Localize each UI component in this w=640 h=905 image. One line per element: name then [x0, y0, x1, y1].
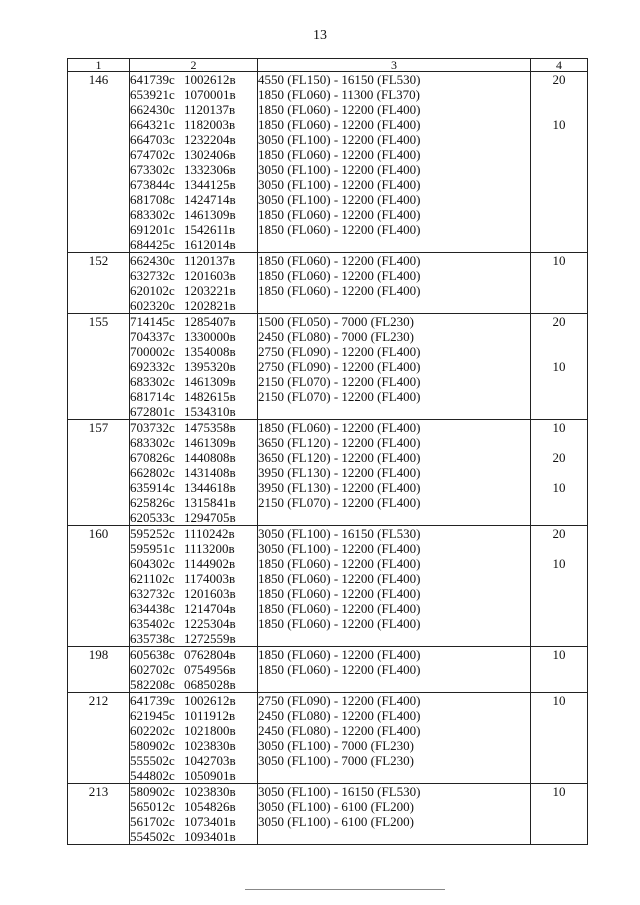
latitude: 664321с [130, 117, 175, 132]
latitude: 635402с [130, 616, 175, 631]
altitude-range: 1850 (FL060) - 12200 (FL400) [258, 253, 421, 268]
column-4-value: 10 [552, 420, 566, 435]
coordinate-line [130, 708, 257, 723]
latitude: 621102с [130, 571, 175, 586]
longitude: 1461309в [184, 207, 236, 222]
altitude-range: 1850 (FL060) - 12200 (FL400) [258, 601, 421, 616]
column-header-1: 1 [68, 59, 130, 72]
altitude-range: 1850 (FL060) - 12200 (FL400) [258, 147, 421, 162]
latitude: 703732с [130, 420, 175, 435]
altitude-range: 3950 (FL130) - 12200 (FL400) [258, 480, 421, 495]
altitude-cell [258, 526, 531, 647]
longitude: 1272559в [184, 631, 236, 646]
coordinate-line [130, 344, 257, 359]
longitude: 0754956в [184, 662, 236, 677]
longitude: 1285407в [184, 314, 236, 329]
zone-number: 198 [68, 647, 130, 693]
coordinate-line [130, 526, 257, 541]
coordinate-line [130, 177, 257, 192]
table-row [68, 526, 588, 647]
column-4-value [531, 344, 587, 359]
latitude: 595252с [130, 526, 175, 541]
coordinate-line [130, 631, 257, 646]
longitude: 1294705в [184, 510, 236, 525]
table-row [68, 420, 588, 526]
coordinate-line [130, 102, 257, 117]
coordinate-line [130, 677, 257, 692]
coordinate-line [130, 404, 257, 419]
latitude: 683302с [130, 374, 175, 389]
altitude-range: 3050 (FL100) - 12200 (FL400) [258, 132, 421, 147]
altitude-range: 3050 (FL100) - 12200 (FL400) [258, 177, 421, 192]
altitude-range: 3050 (FL100) - 7000 (FL230) [258, 753, 414, 768]
altitude-range: 1850 (FL060) - 12200 (FL400) [258, 102, 421, 117]
table-row [68, 72, 588, 253]
altitude-range: 2150 (FL070) - 12200 (FL400) [258, 495, 421, 510]
latitude: 664703с [130, 132, 175, 147]
altitude-range: 1850 (FL060) - 12200 (FL400) [258, 222, 421, 237]
longitude: 1201603в [184, 586, 236, 601]
latitude: 704337с [130, 329, 175, 344]
coordinate-line [130, 420, 257, 435]
column-header-2: 2 [130, 59, 258, 72]
latitude: 620102с [130, 283, 175, 298]
altitude-range: 1850 (FL060) - 12200 (FL400) [258, 662, 421, 677]
altitude-range: 1850 (FL060) - 12200 (FL400) [258, 647, 421, 662]
longitude: 1424714в [184, 192, 236, 207]
coordinates-cell [130, 420, 258, 526]
coordinate-line [130, 87, 257, 102]
altitude-cell [258, 72, 531, 253]
longitude: 1073401в [184, 814, 236, 829]
coordinate-line [130, 314, 257, 329]
altitude-range: 3050 (FL100) - 16150 (FL530) [258, 526, 421, 541]
coordinate-line [130, 329, 257, 344]
altitude-range: 3050 (FL100) - 6100 (FL200) [258, 814, 414, 829]
coordinates-cell [130, 314, 258, 420]
table-row [68, 647, 588, 693]
longitude: 1042703в [184, 753, 236, 768]
altitude-range: 2750 (FL090) - 12200 (FL400) [258, 344, 421, 359]
page-number: 13 [313, 28, 327, 43]
coordinate-line [130, 359, 257, 374]
column-4-value [531, 102, 587, 117]
longitude: 1344125в [184, 177, 236, 192]
coordinate-line [130, 283, 257, 298]
column-header-3: 3 [258, 59, 531, 72]
longitude: 1315841в [184, 495, 236, 510]
latitude: 635738с [130, 631, 175, 646]
altitude-cell [258, 253, 531, 314]
column-4-value: 20 [552, 526, 566, 541]
coordinate-line [130, 253, 257, 268]
latitude: 580902с [130, 784, 175, 799]
coordinate-line [130, 465, 257, 480]
zone-number: 146 [68, 72, 130, 253]
column-4-value: 20 [552, 314, 566, 329]
latitude: 670826с [130, 450, 175, 465]
altitude-range: 3050 (FL100) - 12200 (FL400) [258, 162, 421, 177]
coordinate-line [130, 586, 257, 601]
coordinate-line [130, 450, 257, 465]
latitude: 683302с [130, 207, 175, 222]
latitude: 662802с [130, 465, 175, 480]
altitude-range: 1850 (FL060) - 12200 (FL400) [258, 616, 421, 631]
longitude: 1174003в [184, 571, 236, 586]
coordinate-line [130, 389, 257, 404]
altitude-range: 1850 (FL060) - 12200 (FL400) [258, 556, 421, 571]
latitude: 662430с [130, 253, 175, 268]
latitude: 672801с [130, 404, 175, 419]
column-4-value [531, 465, 587, 480]
coordinates-cell [130, 253, 258, 314]
altitude-range: 1850 (FL060) - 12200 (FL400) [258, 268, 421, 283]
coordinate-line [130, 784, 257, 799]
altitude-range: 3050 (FL100) - 12200 (FL400) [258, 192, 421, 207]
coordinate-line [130, 753, 257, 768]
longitude: 1534310в [184, 404, 236, 419]
value-cell [531, 72, 588, 253]
latitude: 544802с [130, 768, 175, 783]
coordinate-line [130, 768, 257, 783]
altitude-cell [258, 784, 531, 845]
longitude: 1461309в [184, 435, 236, 450]
altitude-cell [258, 420, 531, 526]
longitude: 1182003в [184, 117, 236, 132]
longitude: 1201603в [184, 268, 236, 283]
longitude: 1330000в [184, 329, 236, 344]
latitude: 681714с [130, 389, 175, 404]
latitude: 691201с [130, 222, 175, 237]
coordinate-line [130, 616, 257, 631]
longitude: 1482615в [184, 389, 236, 404]
latitude: 632732с [130, 268, 175, 283]
zone-number: 155 [68, 314, 130, 420]
latitude: 714145с [130, 314, 175, 329]
latitude: 634438с [130, 601, 175, 616]
altitude-range: 2150 (FL070) - 12200 (FL400) [258, 389, 421, 404]
altitude-range: 3650 (FL120) - 12200 (FL400) [258, 435, 421, 450]
header-row [68, 59, 588, 72]
longitude: 1110242в [184, 526, 235, 541]
longitude: 1461309в [184, 374, 236, 389]
coordinate-line [130, 662, 257, 677]
latitude: 683302с [130, 435, 175, 450]
value-cell [531, 784, 588, 845]
longitude: 1002612в [184, 693, 236, 708]
latitude: 605638с [130, 647, 175, 662]
latitude: 700002с [130, 344, 175, 359]
altitude-range: 2750 (FL090) - 12200 (FL400) [258, 359, 421, 374]
altitude-range: 1850 (FL060) - 12200 (FL400) [258, 283, 421, 298]
longitude: 1023830в [184, 738, 236, 753]
column-4-value: 10 [552, 117, 566, 132]
latitude: 681708с [130, 192, 175, 207]
longitude: 1054826в [184, 799, 236, 814]
latitude: 632732с [130, 586, 175, 601]
altitude-range: 2450 (FL080) - 7000 (FL230) [258, 329, 414, 344]
longitude: 1070001в [184, 87, 236, 102]
latitude: 684425с [130, 237, 175, 252]
altitude-range: 1850 (FL060) - 12200 (FL400) [258, 586, 421, 601]
coordinate-line [130, 192, 257, 207]
table-row [68, 314, 588, 420]
longitude: 1354008в [184, 344, 236, 359]
altitude-range: 1850 (FL060) - 11300 (FL370) [258, 87, 421, 102]
longitude: 1431408в [184, 465, 236, 480]
table-row [68, 784, 588, 845]
table-body [68, 72, 588, 845]
latitude: 692332с [130, 359, 175, 374]
altitude-range: 1850 (FL060) - 12200 (FL400) [258, 571, 421, 586]
altitude-cell [258, 314, 531, 420]
coordinates-cell [130, 72, 258, 253]
altitude-range: 1850 (FL060) - 12200 (FL400) [258, 207, 421, 222]
bottom-rule [245, 889, 445, 890]
longitude: 1225304в [184, 616, 236, 631]
longitude: 1021800в [184, 723, 236, 738]
altitude-range: 3050 (FL100) - 7000 (FL230) [258, 738, 414, 753]
coordinate-line [130, 601, 257, 616]
coordinate-line [130, 162, 257, 177]
longitude: 1144902в [184, 556, 236, 571]
latitude: 582208с [130, 677, 175, 692]
coordinate-line [130, 693, 257, 708]
longitude: 1113200в [184, 541, 235, 556]
altitude-cell [258, 693, 531, 784]
coordinate-line [130, 147, 257, 162]
longitude: 0762804в [184, 647, 236, 662]
column-4-value: 20 [552, 450, 566, 465]
column-header-4: 4 [531, 59, 588, 72]
latitude: 641739с [130, 72, 175, 87]
value-cell [531, 314, 588, 420]
latitude: 673302с [130, 162, 175, 177]
zone-number: 160 [68, 526, 130, 647]
longitude: 1002612в [184, 72, 236, 87]
longitude: 1202821в [184, 298, 236, 313]
latitude: 625826с [130, 495, 175, 510]
zone-number: 213 [68, 784, 130, 845]
coordinates-cell [130, 647, 258, 693]
latitude: 674702с [130, 147, 175, 162]
coordinate-line [130, 480, 257, 495]
zone-number: 152 [68, 253, 130, 314]
altitude-range: 2150 (FL070) - 12200 (FL400) [258, 374, 421, 389]
longitude: 1120137в [184, 102, 236, 117]
column-4-value: 10 [552, 359, 566, 374]
coordinate-line [130, 495, 257, 510]
column-4-value: 10 [552, 693, 566, 708]
value-cell [531, 526, 588, 647]
latitude: 621945с [130, 708, 175, 723]
altitude-range: 3050 (FL100) - 6100 (FL200) [258, 799, 414, 814]
column-4-value: 10 [552, 556, 566, 571]
column-4-value: 20 [552, 72, 566, 87]
altitude-range: 1850 (FL060) - 12200 (FL400) [258, 117, 421, 132]
coordinate-line [130, 374, 257, 389]
latitude: 604302с [130, 556, 175, 571]
longitude: 1214704в [184, 601, 236, 616]
coordinates-cell [130, 784, 258, 845]
longitude: 1023830в [184, 784, 236, 799]
coordinate-line [130, 132, 257, 147]
latitude: 602202с [130, 723, 175, 738]
latitude: 554502с [130, 829, 175, 844]
airspace-table [67, 58, 588, 845]
column-4-value: 10 [552, 253, 566, 268]
latitude: 602702с [130, 662, 175, 677]
column-4-value [531, 541, 587, 556]
column-4-value [531, 87, 587, 102]
altitude-range: 3050 (FL100) - 12200 (FL400) [258, 541, 421, 556]
altitude-range: 3650 (FL120) - 12200 (FL400) [258, 450, 421, 465]
latitude: 635914с [130, 480, 175, 495]
longitude: 1475358в [184, 420, 236, 435]
altitude-range: 1850 (FL060) - 12200 (FL400) [258, 420, 421, 435]
longitude: 1203221в [184, 283, 236, 298]
zone-number: 212 [68, 693, 130, 784]
coordinate-line [130, 799, 257, 814]
coordinate-line [130, 738, 257, 753]
column-4-value [531, 329, 587, 344]
column-4-value [531, 435, 587, 450]
longitude: 1011912в [184, 708, 236, 723]
zone-number: 157 [68, 420, 130, 526]
latitude: 561702с [130, 814, 175, 829]
coordinates-cell [130, 526, 258, 647]
altitude-range: 3950 (FL130) - 12200 (FL400) [258, 465, 421, 480]
coordinate-line [130, 556, 257, 571]
table-row [68, 693, 588, 784]
latitude: 662430с [130, 102, 175, 117]
column-4-value: 10 [552, 647, 566, 662]
coordinate-line [130, 814, 257, 829]
coordinate-line [130, 237, 257, 252]
altitude-cell [258, 647, 531, 693]
value-cell [531, 253, 588, 314]
altitude-range: 3050 (FL100) - 16150 (FL530) [258, 784, 421, 799]
longitude: 1542611в [184, 222, 236, 237]
latitude: 602320с [130, 298, 175, 313]
altitude-range: 2450 (FL080) - 12200 (FL400) [258, 708, 421, 723]
longitude: 1232204в [184, 132, 236, 147]
latitude: 595951с [130, 541, 175, 556]
longitude: 1395320в [184, 359, 236, 374]
latitude: 673844с [130, 177, 175, 192]
longitude: 1440808в [184, 450, 236, 465]
table-row [68, 253, 588, 314]
coordinate-line [130, 571, 257, 586]
coordinate-line [130, 541, 257, 556]
longitude: 1093401в [184, 829, 236, 844]
value-cell [531, 420, 588, 526]
altitude-range: 2450 (FL080) - 12200 (FL400) [258, 723, 421, 738]
altitude-range: 1500 (FL050) - 7000 (FL230) [258, 314, 414, 329]
longitude: 1050901в [184, 768, 236, 783]
coordinate-line [130, 268, 257, 283]
value-cell [531, 693, 588, 784]
longitude: 1344618в [184, 480, 236, 495]
value-cell [531, 647, 588, 693]
coordinate-line [130, 435, 257, 450]
coordinate-line [130, 207, 257, 222]
altitude-range: 4550 (FL150) - 16150 (FL530) [258, 72, 421, 87]
coordinate-line [130, 298, 257, 313]
latitude: 580902с [130, 738, 175, 753]
longitude: 1612014в [184, 237, 236, 252]
column-4-value: 10 [552, 480, 566, 495]
latitude: 641739с [130, 693, 175, 708]
altitude-range: 2750 (FL090) - 12200 (FL400) [258, 693, 421, 708]
latitude: 653921с [130, 87, 175, 102]
latitude: 555502с [130, 753, 175, 768]
coordinate-line [130, 723, 257, 738]
column-4-value: 10 [552, 784, 566, 799]
longitude: 0685028в [184, 677, 236, 692]
latitude: 620533с [130, 510, 175, 525]
latitude: 565012с [130, 799, 175, 814]
longitude: 1302406в [184, 147, 236, 162]
coordinate-line [130, 72, 257, 87]
coordinates-cell [130, 693, 258, 784]
coordinate-line [130, 829, 257, 844]
longitude: 1332306в [184, 162, 236, 177]
longitude: 1120137в [184, 253, 236, 268]
coordinate-line [130, 647, 257, 662]
coordinate-line [130, 117, 257, 132]
coordinate-line [130, 222, 257, 237]
coordinate-line [130, 510, 257, 525]
